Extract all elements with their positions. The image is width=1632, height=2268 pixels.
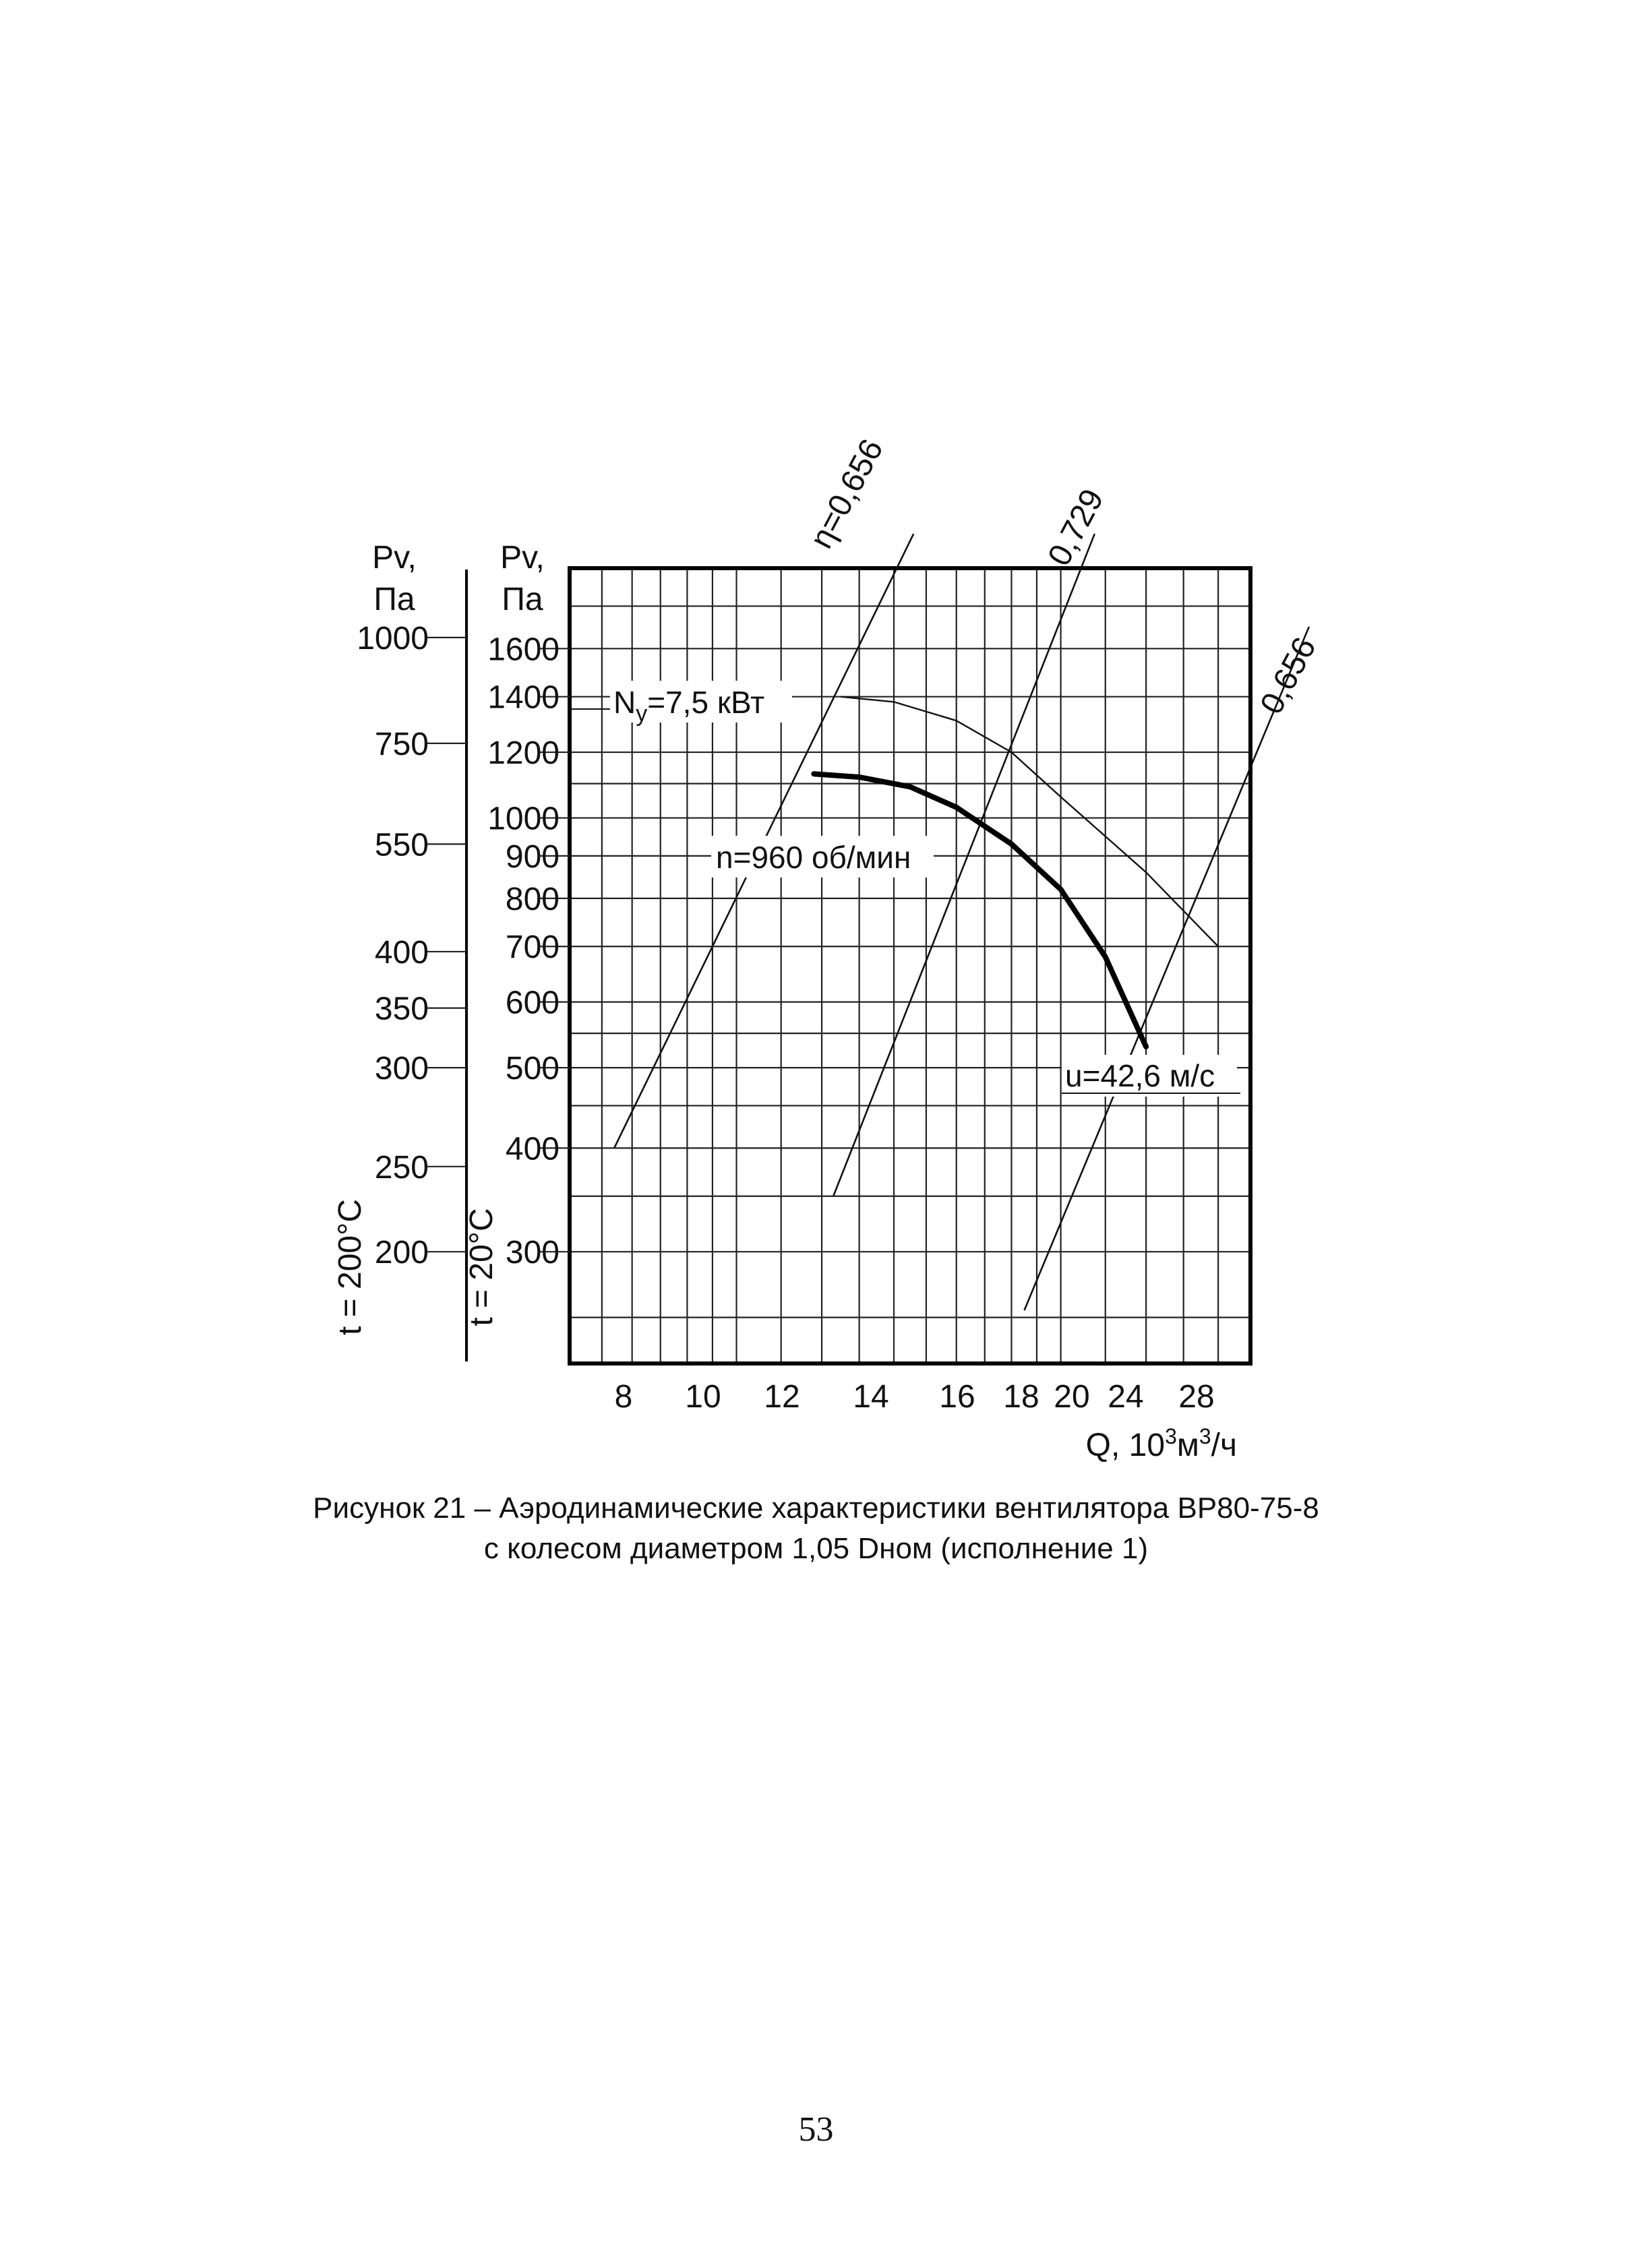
x-tick-label: 12 <box>764 1379 800 1415</box>
x-tick-label: 10 <box>685 1379 721 1415</box>
page-number: 53 <box>798 2110 834 2149</box>
y-tick-label-20c: 300 <box>505 1235 560 1271</box>
figure-caption-line-1: Рисунок 21 – Аэродинамические характеристики вентилятора ВР80-75-8 <box>313 1492 1319 1525</box>
tip-speed-label: u=42,6 м/с <box>1065 1058 1215 1093</box>
y-tick-label-20c: 1000 <box>487 801 560 837</box>
y-tick-label-20c: 1600 <box>487 632 560 668</box>
y-label-200c-line1: Pv, <box>372 540 417 576</box>
x-tick-label: 24 <box>1108 1379 1144 1415</box>
x-tick-label: 20 <box>1054 1379 1090 1415</box>
ny-label: $N_у=7,5$ кВт <box>613 685 765 727</box>
y-tick-label-20c: 600 <box>505 985 560 1021</box>
y-label-20c-line1: Pv, <box>500 540 545 576</box>
y-label-20c-line2: Па <box>502 582 543 617</box>
efficiency-label: 0,729 <box>1041 483 1111 572</box>
x-tick-label: 16 <box>939 1379 975 1415</box>
temp-label-200c: t = 200°C <box>332 1199 368 1335</box>
y-tick-label-20c: 500 <box>505 1051 560 1087</box>
efficiency-line <box>1024 627 1308 1310</box>
y-tick-label-20c: 1400 <box>487 679 560 716</box>
efficiency-label: η=0,656 <box>803 433 890 555</box>
efficiency-lines <box>614 534 1309 1310</box>
y-tick-label-200c: 250 <box>374 1149 429 1186</box>
y-tick-label-200c: 350 <box>374 991 429 1027</box>
efficiency-label: 0,656 <box>1253 632 1323 721</box>
y-tick-label-200c: 400 <box>374 934 429 971</box>
speed-label: n=960 об/мин <box>716 840 911 875</box>
speed-curve <box>814 774 1146 1047</box>
y-label-200c-line2: Па <box>373 582 415 617</box>
y-tick-label-200c: 300 <box>374 1051 429 1087</box>
x-tick-label: 18 <box>1003 1379 1039 1415</box>
x-tick-label: 8 <box>614 1379 633 1415</box>
y-tick-label-200c: 1000 <box>357 620 429 656</box>
x-axis-label: Q, $10^3м^3/ч$ <box>1085 1424 1237 1463</box>
y-tick-label-200c: 550 <box>374 827 429 863</box>
y-tick-label-200c: 200 <box>374 1235 429 1271</box>
power-curve <box>841 697 1218 947</box>
y-tick-label-200c: 750 <box>374 726 429 762</box>
y-tick-label-20c: 800 <box>505 881 560 917</box>
x-tick-label: 28 <box>1178 1379 1215 1415</box>
x-tick-label: 14 <box>853 1379 889 1415</box>
temp-label-20c: t = 20°C <box>464 1208 500 1326</box>
y-tick-label-20c: 700 <box>505 929 560 966</box>
figure-caption-line-2: с колесом диаметром 1,05 Dном (исполнение 1) <box>483 1532 1149 1565</box>
y-tick-label-20c: 400 <box>505 1131 560 1167</box>
y-tick-label-20c: 1200 <box>487 735 560 772</box>
y-tick-label-20c: 900 <box>505 838 560 875</box>
